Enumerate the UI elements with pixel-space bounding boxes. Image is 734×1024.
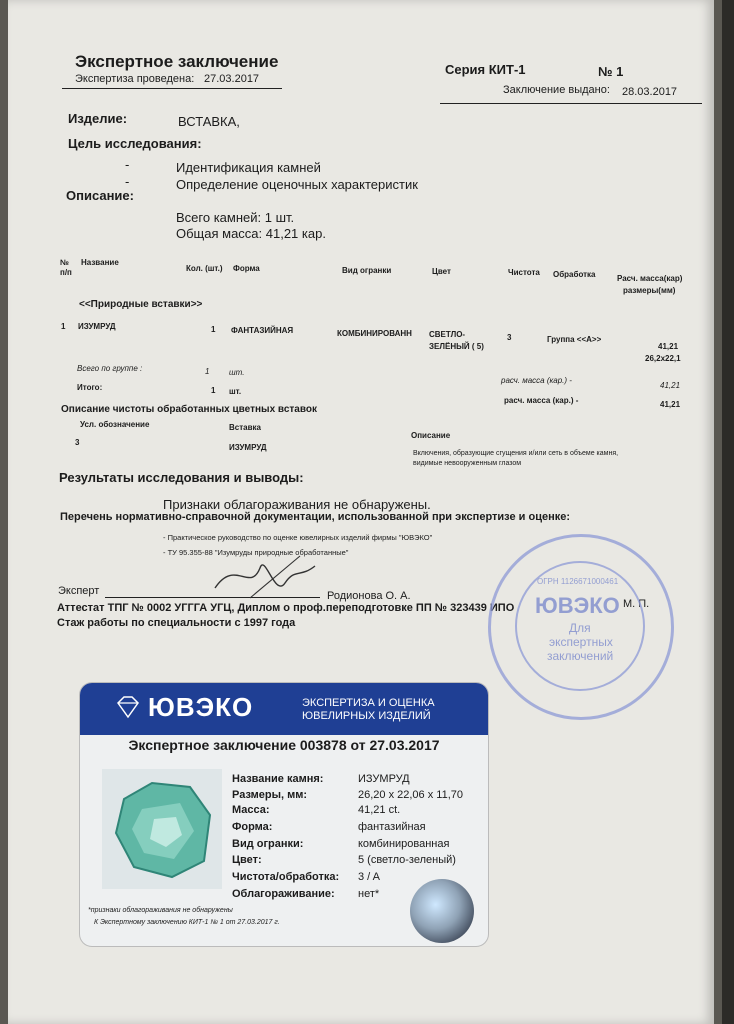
stamp-text-1: Для <box>569 621 591 635</box>
clarity-col-insert: Вставка <box>229 423 261 432</box>
stamp-place: М. П. <box>623 598 650 610</box>
emerald-icon <box>102 769 222 889</box>
card-label-color: Цвет: <box>232 854 262 866</box>
row-color-2: ЗЕЛЁНЫЙ ( 5) <box>429 342 484 351</box>
card-label-size: Размеры, мм: <box>232 789 308 801</box>
row-cut: КОМБИНИРОВАНН <box>337 329 412 338</box>
card-label-clarity: Чистота/обработка: <box>232 871 340 883</box>
document-title: Экспертное заключение <box>75 52 279 71</box>
card-value-form: фантазийная <box>358 821 426 833</box>
purpose-2: Определение оценочных характеристик <box>176 177 418 192</box>
row-mass: 41,21 <box>658 342 679 351</box>
card-label-name: Название камня: <box>232 773 324 785</box>
card-subtitle-2: ЮВЕЛИРНЫХ ИЗДЕЛИЙ <box>302 710 431 722</box>
company-stamp <box>488 534 674 720</box>
row-qty: 1 <box>211 325 216 334</box>
card-value-enhancement: нет* <box>358 888 380 900</box>
card-label-enhancement: Облагораживание: <box>232 888 335 900</box>
emerald-photo <box>102 769 222 889</box>
card-label-mass: Масса: <box>232 804 270 816</box>
calc-mass-label-2: расч. масса (кар.) - <box>504 396 579 405</box>
card-note-2: К Экспертному заключению КИТ-1 № 1 от 27.03.2017 г. <box>94 919 280 926</box>
card-label-cut: Вид огранки: <box>232 838 304 850</box>
card-value-clarity: 3 / A <box>358 871 381 883</box>
stamp-ogrn: ОГРН 1126671000461 <box>537 577 619 586</box>
clarity-desc-2: видимые невооруженным глазом <box>413 460 522 467</box>
results-title: Результаты исследования и выводы: <box>59 470 304 485</box>
clarity-section-title: Описание чистоты обработанных цветных вставок <box>61 404 317 415</box>
total-label: Итого: <box>77 383 103 392</box>
doc-2: - ТУ 95.355-88 "Изумруды природные обработанные" <box>163 548 349 557</box>
total-qty: 1 <box>211 386 216 395</box>
issued-label: Заключение выдано: <box>503 84 610 96</box>
calc-mass-label-1: расч. масса (кар.) - <box>501 376 572 385</box>
stamp-text-2: экспертных <box>549 635 613 649</box>
stamp-logo: ЮВЭКО <box>535 593 620 618</box>
col-treatment: Обработка <box>553 270 596 279</box>
card-logo: ЮВЭКО <box>148 692 254 722</box>
total-unit: шт. <box>229 387 242 396</box>
description-label: Описание: <box>66 188 134 203</box>
row-form: ФАНТАЗИЙНАЯ <box>231 326 294 335</box>
signature-icon <box>205 548 325 608</box>
col-num: № <box>60 258 69 267</box>
certificate-card <box>80 683 488 946</box>
total-mass: Общая масса: 41,21 кар. <box>176 226 326 241</box>
col-qty: Кол. (шт.) <box>186 264 223 273</box>
calc-mass-value-2: 41,21 <box>660 400 681 409</box>
card-value-cut: комбинированная <box>358 838 450 850</box>
stamp-text-3: заключений <box>547 649 614 663</box>
expert-experience: Стаж работы по специальности с 1997 года <box>57 617 296 629</box>
item-value: ВСТАВКА, <box>178 114 240 129</box>
results-text: Признаки облагораживания не обнаружены. <box>163 497 431 512</box>
exam-date: 27.03.2017 <box>204 73 260 85</box>
card-note-1: *признаки облагораживания не обнаружены <box>88 907 233 914</box>
expert-name: Родионова О. А. <box>327 590 411 602</box>
card-header <box>80 683 488 735</box>
col-mass: Расч. масса(кар) <box>617 274 683 283</box>
item-label: Изделие: <box>68 111 128 126</box>
clarity-col-desc: Описание <box>411 431 451 440</box>
row-name: ИЗУМРУД <box>78 322 116 331</box>
document-number: № 1 <box>598 64 624 79</box>
issued-date: 28.03.2017 <box>622 86 678 98</box>
group-title: <<Природные вставки>> <box>79 299 203 310</box>
card-value-name: ИЗУМРУД <box>358 773 410 785</box>
clarity-col-code: Усл. обозначение <box>80 420 150 429</box>
col-form: Форма <box>233 264 260 273</box>
expert-attestation: Аттестат ТПГ № 0002 УГГГА УГЦ, Диплом о проф.переподготовке ПП № 323439 ИПО <box>57 602 515 614</box>
total-stones: Всего камней: 1 шт. <box>176 210 295 225</box>
purpose-bullet-2: - <box>125 174 130 189</box>
calc-mass-value-1: 41,21 <box>660 381 681 390</box>
group-total-unit: шт. <box>229 368 245 377</box>
col-np: п/п <box>60 268 72 277</box>
card-subtitle-1: ЭКСПЕРТИЗА И ОЦЕНКА <box>302 697 435 709</box>
row-color-1: СВЕТЛО- <box>429 330 466 339</box>
docs-title: Перечень нормативно-справочной документации, использованной при экспертизе и оценке: <box>60 511 571 523</box>
card-value-mass: 41,21 ct. <box>358 804 401 816</box>
header-divider-right <box>440 103 702 104</box>
col-cut: Вид огранки <box>342 266 392 275</box>
series: Серия КИТ-1 <box>445 62 526 77</box>
col-size: размеры(мм) <box>623 286 676 295</box>
row-size: 26,2x22,1 <box>645 354 681 363</box>
col-color: Цвет <box>432 267 451 276</box>
exam-date-label: Экспертиза проведена: <box>75 73 195 85</box>
row-num: 1 <box>61 322 66 331</box>
group-total-label: Всего по группе : <box>77 364 143 373</box>
header-divider <box>62 88 282 89</box>
card-subtitle <box>302 697 435 723</box>
col-clarity: Чистота <box>508 268 540 277</box>
purpose-bullet-1: - <box>125 157 130 172</box>
doc-1: - Практическое руководство по оценке ювелирных изделий фирмы "ЮВЭКО" <box>163 533 433 542</box>
diamond-icon <box>114 695 142 719</box>
purpose-1: Идентификация камней <box>176 160 321 175</box>
page-fold <box>722 0 734 1024</box>
clarity-insert: ИЗУМРУД <box>229 443 267 452</box>
clarity-code: 3 <box>75 438 80 447</box>
col-name: Название <box>81 258 119 267</box>
purpose-label: Цель исследования: <box>68 136 202 151</box>
group-total-qty: 1 <box>205 367 210 376</box>
hologram-seal <box>410 879 474 943</box>
expert-label: Эксперт <box>58 585 100 597</box>
card-label-form: Форма: <box>232 821 273 833</box>
clarity-desc-1: Включения, образующие сгущения и/или сеть в объеме камня, <box>413 450 619 457</box>
row-treatment: Группа <<А>> <box>547 335 602 344</box>
card-value-color: 5 (светло-зеленый) <box>358 854 456 866</box>
card-value-size: 26,20 x 22,06 x 11,70 <box>358 789 463 801</box>
row-clarity: 3 <box>507 333 512 342</box>
card-title: Экспертное заключение 003878 от 27.03.2017 <box>128 737 440 753</box>
